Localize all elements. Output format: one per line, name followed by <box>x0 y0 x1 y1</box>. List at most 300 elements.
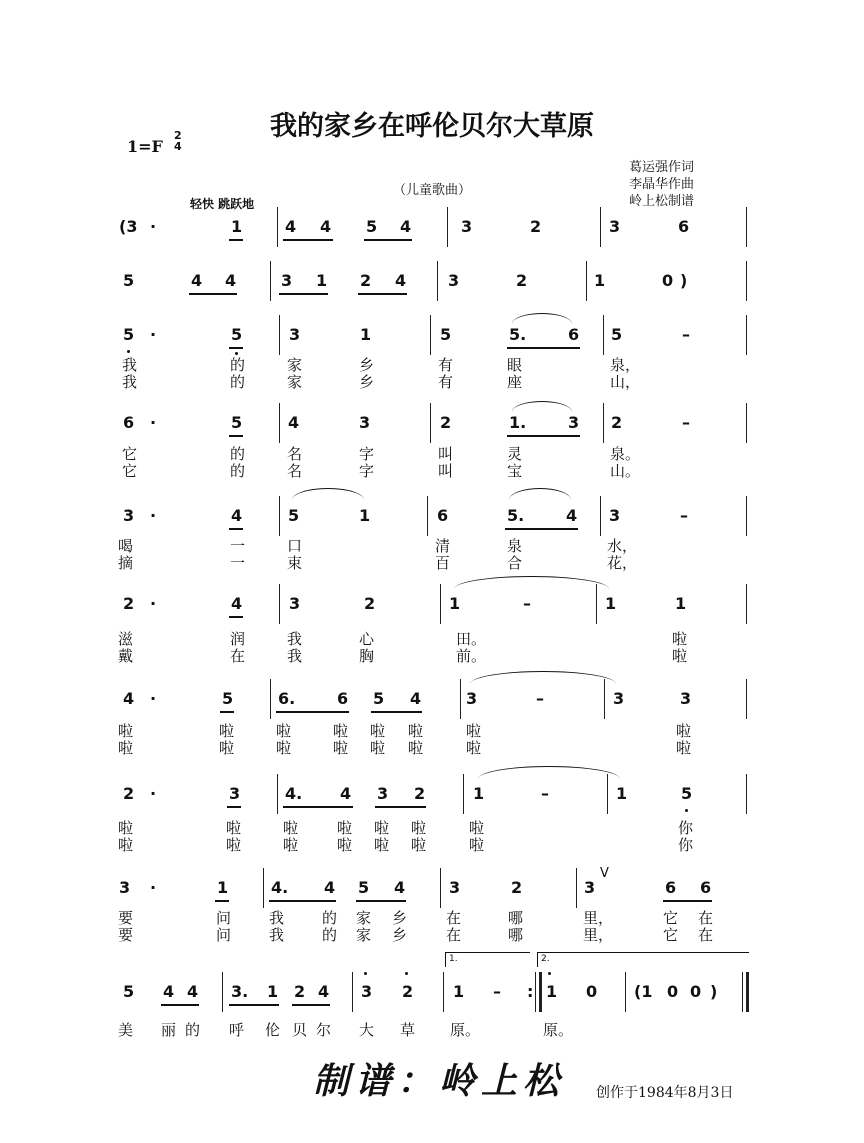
lyric: 山， <box>610 373 641 391</box>
note: 5 <box>288 506 300 525</box>
lyric: 泉， <box>610 356 641 374</box>
lyric: 它 <box>663 926 679 944</box>
lyric: 合 <box>507 554 523 572</box>
dot-symbol: · <box>150 594 157 613</box>
lyric: 喝 <box>118 537 134 555</box>
dash: – <box>682 413 690 432</box>
meter-top: 2 <box>174 129 182 142</box>
repeat-bar <box>539 972 542 1012</box>
bar-line <box>603 403 604 443</box>
note: 1 <box>594 271 606 290</box>
note: 2 <box>611 413 623 432</box>
note: 3 <box>680 689 692 708</box>
lyric: 啦 <box>411 836 427 854</box>
underline <box>220 711 234 713</box>
bar-line <box>625 972 626 1012</box>
tie <box>454 576 609 589</box>
note: 2 <box>360 271 372 290</box>
lyric: 啦 <box>374 819 390 837</box>
lyric: 它 <box>122 445 138 463</box>
note: 1 <box>473 784 485 803</box>
underline <box>229 239 243 241</box>
note: 3. <box>231 982 249 1001</box>
note: 5 <box>440 325 452 344</box>
note: 6 <box>337 689 349 708</box>
note: 6 <box>678 217 690 236</box>
lyric: 名 <box>287 445 303 463</box>
lyric: 花， <box>607 554 638 572</box>
note: 3 <box>361 982 373 1001</box>
lyric: 要 <box>118 909 134 927</box>
note: 6. <box>278 689 296 708</box>
note: (1 <box>634 982 653 1001</box>
lyric: 润 <box>230 630 246 648</box>
slur <box>509 488 571 500</box>
lyric: 你 <box>678 819 694 837</box>
lyric: 家 <box>287 356 303 374</box>
dot-symbol: · <box>150 784 157 803</box>
dot-symbol: · <box>150 217 157 236</box>
note: 3 <box>584 878 596 897</box>
bar-line <box>746 261 747 301</box>
lyric: 啦 <box>219 722 235 740</box>
note: 6 <box>123 413 135 432</box>
lyric: 啦 <box>411 819 427 837</box>
lyric: 泉。 <box>610 445 641 463</box>
subtitle: （儿童歌曲） <box>393 183 472 198</box>
note: 4 <box>163 982 175 1001</box>
bar-line <box>746 679 747 719</box>
note: 4 <box>395 271 407 290</box>
accent-mark <box>405 972 408 975</box>
lyric: 它 <box>663 909 679 927</box>
underline <box>279 293 328 295</box>
lyric: 的 <box>230 445 246 463</box>
lyric: 啦 <box>466 722 482 740</box>
lyric: 尔 <box>316 1021 332 1039</box>
dash: – <box>541 784 549 803</box>
bar-line <box>603 315 604 355</box>
dot-symbol: · <box>150 878 157 897</box>
lyric: 口 <box>287 537 303 555</box>
note: 3 <box>568 413 580 432</box>
lyric: 宝 <box>507 462 523 480</box>
lyric: 叫 <box>438 445 454 463</box>
note: 3 <box>449 878 461 897</box>
lyric: 泉 <box>507 537 523 555</box>
underline <box>375 806 426 808</box>
note: 2 <box>123 784 135 803</box>
lyric: 的 <box>230 356 246 374</box>
underline <box>161 1004 199 1006</box>
end-bar <box>746 972 749 1012</box>
note: 5 <box>231 325 243 344</box>
note: 5. <box>507 506 525 525</box>
note: 5 <box>373 689 385 708</box>
note: 2 <box>530 217 542 236</box>
lyric: 乡 <box>359 373 375 391</box>
note: 4 <box>225 271 237 290</box>
bar-line <box>279 584 280 624</box>
lyric: 啦 <box>337 819 353 837</box>
lyric: 啦 <box>226 836 242 854</box>
bar-line <box>746 496 747 536</box>
lyric: 啦 <box>672 647 688 665</box>
note: 3 <box>359 413 371 432</box>
lyric: 原。 <box>543 1021 574 1039</box>
lyric: 啦 <box>408 739 424 757</box>
volta-bracket-2 <box>537 952 749 967</box>
bar-line <box>440 868 441 908</box>
lyric: 的 <box>322 926 338 944</box>
dot-symbol: · <box>150 506 157 525</box>
lyric: 里， <box>583 909 614 927</box>
bar-line <box>277 774 278 814</box>
note: 2 <box>123 594 135 613</box>
bar-line <box>463 774 464 814</box>
lyric: 啦 <box>226 819 242 837</box>
lyric: 呼 <box>229 1021 245 1039</box>
lyric: 啦 <box>676 722 692 740</box>
bar-line <box>746 584 747 624</box>
note: 1 <box>217 878 229 897</box>
song-title: 我的家乡在呼伦贝尔大草原 <box>270 111 594 142</box>
lyric: 啦 <box>118 819 134 837</box>
accent-mark <box>548 972 551 975</box>
underline <box>229 616 243 618</box>
note: 4. <box>285 784 303 803</box>
lyric: 我 <box>269 926 285 944</box>
note: 3 <box>609 506 621 525</box>
note: 4 <box>187 982 199 1001</box>
note: 4 <box>231 594 243 613</box>
bar-line <box>437 261 438 301</box>
lyric: 叫 <box>438 462 454 480</box>
bar-line <box>596 584 597 624</box>
dot-symbol: · <box>150 689 157 708</box>
underline <box>371 711 422 713</box>
dot-symbol: · <box>150 413 157 432</box>
bar-line <box>270 679 271 719</box>
arranger-signature: 制谱：岭上松 <box>313 1060 566 1102</box>
lyric: 的 <box>230 373 246 391</box>
slur <box>512 313 572 324</box>
underline <box>364 239 412 241</box>
dash: – <box>523 594 531 613</box>
note: 2 <box>414 784 426 803</box>
note: 5 <box>358 878 370 897</box>
repeat-colon: : <box>527 982 534 1001</box>
bar-line <box>746 774 747 814</box>
note: 2 <box>511 878 523 897</box>
bar-line <box>607 774 608 814</box>
underline <box>356 900 406 902</box>
lyric: 座 <box>507 373 523 391</box>
lyric: 戴 <box>118 647 134 665</box>
lyric: 伦 <box>265 1021 281 1039</box>
note: 4 <box>191 271 203 290</box>
meter-bottom: 4 <box>174 140 182 153</box>
note: 1 <box>675 594 687 613</box>
lyric: 我 <box>122 373 138 391</box>
tie <box>470 671 616 684</box>
lyric: 田。 <box>456 630 487 648</box>
lyric: 啦 <box>283 836 299 854</box>
tempo-marking: 轻快 跳跃地 <box>190 197 255 211</box>
lyric: 的 <box>230 462 246 480</box>
underline <box>229 435 243 437</box>
accent-mark <box>364 972 367 975</box>
dot-symbol: · <box>150 325 157 344</box>
underline <box>215 900 229 902</box>
underline <box>358 293 407 295</box>
lyric: 我 <box>269 909 285 927</box>
lyric: 在 <box>698 909 714 927</box>
note: 2 <box>440 413 452 432</box>
note: 5 <box>611 325 623 344</box>
note: 4 <box>231 506 243 525</box>
note: 4 <box>320 217 332 236</box>
note: 6 <box>665 878 677 897</box>
tie <box>478 766 620 779</box>
lyric: 啦 <box>469 819 485 837</box>
bar-line <box>263 868 264 908</box>
note: 6 <box>437 506 449 525</box>
paren-close: ) <box>680 271 688 290</box>
note: 2 <box>294 982 306 1001</box>
note: 5 <box>123 271 135 290</box>
lyric: 前。 <box>456 647 487 665</box>
lyric: 哪 <box>508 909 524 927</box>
lyric: 我 <box>287 647 303 665</box>
note: 3 <box>461 217 473 236</box>
underline <box>283 806 353 808</box>
underline <box>229 347 243 349</box>
note: 3 <box>119 878 131 897</box>
slur <box>292 488 364 500</box>
underline <box>189 293 237 295</box>
lyric: 你 <box>678 836 694 854</box>
lyric: 在 <box>698 926 714 944</box>
note: 0 <box>690 982 702 1001</box>
low-octave-dot <box>685 809 688 812</box>
note: 1 <box>605 594 617 613</box>
note: 0 <box>662 271 674 290</box>
bar-line <box>535 972 536 1012</box>
lyric: 一 <box>230 554 246 572</box>
note: 4 <box>285 217 297 236</box>
lyric: 在 <box>230 647 246 665</box>
lyric: 要 <box>118 926 134 944</box>
note: 1 <box>231 217 243 236</box>
dash: – <box>536 689 544 708</box>
note: 4 <box>566 506 578 525</box>
bar-line <box>600 207 601 247</box>
composer-credit: 李晶华作曲 <box>629 177 695 192</box>
note: 1 <box>360 325 372 344</box>
lyric: 啦 <box>118 836 134 854</box>
note: 6 <box>568 325 580 344</box>
lyric: 啦 <box>370 739 386 757</box>
note: 3 <box>289 325 301 344</box>
note: 3 <box>281 271 293 290</box>
note: 3 <box>289 594 301 613</box>
bar-line <box>427 496 428 536</box>
lyric: 原。 <box>450 1021 481 1039</box>
note: 0 <box>667 982 679 1001</box>
lyric: 啦 <box>408 722 424 740</box>
note: 4 <box>123 689 135 708</box>
note: 3 <box>613 689 625 708</box>
lyric: 在 <box>446 909 462 927</box>
lyric: 名 <box>287 462 303 480</box>
bar-line <box>746 315 747 355</box>
lyric: 啦 <box>333 739 349 757</box>
bar-line <box>352 972 353 1012</box>
note: 2 <box>516 271 528 290</box>
note: 5 <box>222 689 234 708</box>
lyric: 啦 <box>283 819 299 837</box>
note: 1 <box>616 784 628 803</box>
note: 1 <box>359 506 371 525</box>
note: 5 <box>231 413 243 432</box>
underline <box>663 900 712 902</box>
lyric: 啦 <box>676 739 692 757</box>
bar-line <box>430 315 431 355</box>
bar-line <box>746 403 747 443</box>
lyric: 啦 <box>374 836 390 854</box>
bar-line <box>277 207 278 247</box>
lyricist-credit: 葛运强作词 <box>629 160 695 175</box>
breath-mark: V <box>600 866 609 881</box>
volta-bracket-1 <box>445 952 530 967</box>
slur <box>512 401 572 412</box>
note: 3 <box>123 506 135 525</box>
note: 3 <box>229 784 241 803</box>
lyric: 哪 <box>508 926 524 944</box>
underline <box>507 347 580 349</box>
underline <box>227 806 241 808</box>
note: 1 <box>267 982 279 1001</box>
bar-line <box>742 972 743 1012</box>
note: 4 <box>394 878 406 897</box>
note: 0 <box>586 982 598 1001</box>
bar-line <box>279 403 280 443</box>
bar-line <box>746 207 747 247</box>
lyric: 问 <box>216 909 232 927</box>
lyric: 乡 <box>392 909 408 927</box>
note: 5. <box>509 325 527 344</box>
lyric: 一 <box>230 537 246 555</box>
key-signature: 1=F <box>127 137 163 156</box>
lyric: 大 <box>359 1021 375 1039</box>
bar-line <box>576 868 577 908</box>
bar-line <box>586 261 587 301</box>
lyric: 山。 <box>610 462 641 480</box>
note: 2 <box>402 982 414 1001</box>
lyric: 心 <box>359 630 375 648</box>
lyric: 啦 <box>276 739 292 757</box>
lyric: 啦 <box>370 722 386 740</box>
lyric: 灵 <box>507 445 523 463</box>
volta-label: 1. <box>449 954 458 964</box>
note: 4 <box>324 878 336 897</box>
lyric: 我 <box>287 630 303 648</box>
creation-date: 创作于1984年8月3日 <box>596 1085 734 1101</box>
note: 1 <box>316 271 328 290</box>
underline <box>507 435 580 437</box>
lyric: 啦 <box>118 739 134 757</box>
note: 3 <box>609 217 621 236</box>
lyric: 贝 <box>292 1021 308 1039</box>
lyric: 啦 <box>469 836 485 854</box>
lyric: 水， <box>607 537 638 555</box>
lyric: 百 <box>435 554 451 572</box>
note: 1. <box>509 413 527 432</box>
lyric: 摘 <box>118 554 134 572</box>
lyric: 家 <box>287 373 303 391</box>
lyric: 里， <box>583 926 614 944</box>
low-octave-dot <box>127 350 130 353</box>
note: 5 <box>366 217 378 236</box>
paren-close: ) <box>710 982 718 1001</box>
lyric: 问 <box>216 926 232 944</box>
bar-line <box>604 679 605 719</box>
bar-line <box>270 261 271 301</box>
lyric: 我 <box>122 356 138 374</box>
note: 5 <box>123 325 135 344</box>
lyric: 啦 <box>219 739 235 757</box>
note: 5 <box>681 784 693 803</box>
note: (3 <box>119 217 138 236</box>
lyric: 束 <box>287 554 303 572</box>
lyric: 草 <box>400 1021 416 1039</box>
underline <box>276 711 349 713</box>
bar-line <box>447 207 448 247</box>
dash: – <box>682 325 690 344</box>
lyric: 在 <box>446 926 462 944</box>
lyric: 的 <box>322 909 338 927</box>
lyric: 啦 <box>118 722 134 740</box>
lyric: 家 <box>356 926 372 944</box>
arranger-credit: 岭上松制谱 <box>629 194 695 209</box>
lyric: 啦 <box>466 739 482 757</box>
lyric: 乡 <box>359 356 375 374</box>
bar-line <box>279 496 280 536</box>
lyric: 啦 <box>672 630 688 648</box>
note: 2 <box>364 594 376 613</box>
lyric: 啦 <box>333 722 349 740</box>
note: 4 <box>288 413 300 432</box>
underline <box>505 528 578 530</box>
note: 3 <box>377 784 389 803</box>
note: 1 <box>453 982 465 1001</box>
lyric: 字 <box>359 445 375 463</box>
note: 4. <box>271 878 289 897</box>
lyric: 的 <box>185 1021 201 1039</box>
lyric: 丽 <box>161 1021 177 1039</box>
lyric: 啦 <box>276 722 292 740</box>
note: 4 <box>340 784 352 803</box>
lyric: 它 <box>122 462 138 480</box>
underline <box>229 1004 279 1006</box>
note: 4 <box>318 982 330 1001</box>
note: 4 <box>400 217 412 236</box>
lyric: 清 <box>435 537 451 555</box>
note: 1 <box>449 594 461 613</box>
lyric: 乡 <box>392 926 408 944</box>
bar-line <box>460 679 461 719</box>
